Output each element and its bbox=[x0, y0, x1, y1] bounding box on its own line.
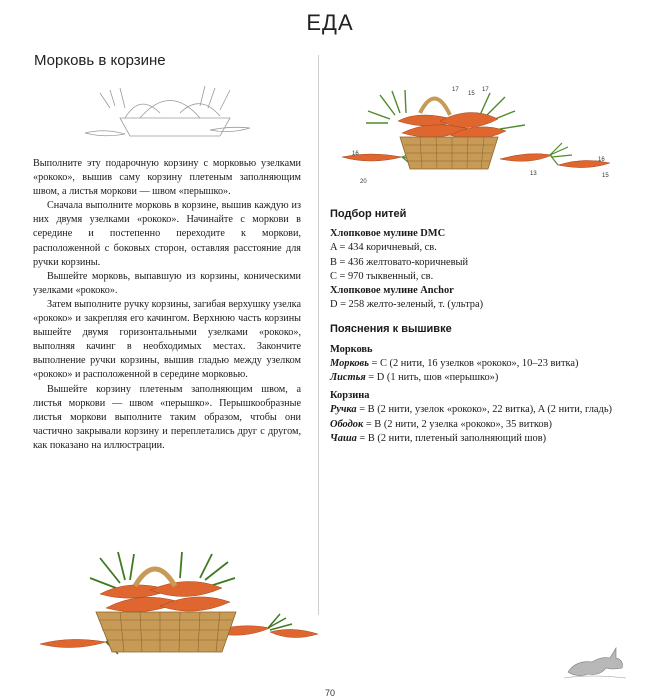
note-label: Морковь bbox=[330, 357, 369, 369]
thread-info bbox=[330, 207, 630, 446]
paragraph: Сначала выполните морковь в корзине, вышив каждую из них двумя узелками «рококо». Начинайте с моркови в середине и постепенно переходите к моркови, расположенной с боковых сторон, оставляя расстояние для ручки корзины. bbox=[33, 200, 301, 268]
diagram-number: 16 bbox=[352, 151, 359, 157]
diagram-number: 16 bbox=[598, 157, 605, 163]
note-line bbox=[330, 403, 630, 417]
embroidered-basket-illustration bbox=[30, 548, 320, 663]
note-text: = B (2 нити, плетеный заполняющий шов) bbox=[356, 432, 547, 444]
thread-item: C = 970 тыквенный, св. bbox=[330, 270, 434, 282]
paragraph: Вышейте корзину плетеным заполняющим швом, а листья моркови — швом «перышко». Перышкообразные листья моркови выполните таким образом, чтобы они частично закрывали корзину и переплетались друг с другом, как показано на иллюстрации. bbox=[33, 383, 301, 451]
paragraph: Затем выполните ручку корзины, загибая верхушку узелка «рококо» и закрепляя его качингом. Верхнюю часть корзины вышейте двумя горизонтальными узелками «рококо», выполняя качинг в необходимых местах. Закончите выполнение ручки корзины, вышив гладью между узелком «рококо» и расположенной в середине морковью. bbox=[33, 298, 301, 381]
diagram-number: 20 bbox=[360, 179, 367, 185]
dmc-title: Хлопковое мулине DMC bbox=[330, 228, 446, 240]
note-text: = B (2 нити, узелок «рококо», 22 витка), A (2 нити, гладь) bbox=[356, 404, 613, 416]
carrot-group-title: Морковь bbox=[330, 343, 373, 355]
section-title: Морковь в корзине bbox=[34, 52, 166, 69]
note-line bbox=[330, 371, 630, 385]
note-text: = B (2 нити, 2 узелка «рококо», 35 витков) bbox=[363, 418, 552, 430]
thread-item: D = 258 желто-зеленый, т. (ультра) bbox=[330, 299, 484, 311]
note-text: = C (2 нити, 16 узелков «рококо», 10–23 витка) bbox=[368, 357, 579, 369]
diagram-number: 13 bbox=[530, 171, 537, 177]
anchor-title: Хлопковое мулине Anchor bbox=[330, 285, 454, 297]
threads-heading: Подбор нитей bbox=[330, 208, 407, 220]
basket-diagram bbox=[340, 85, 620, 195]
note-label: Листья bbox=[330, 372, 366, 384]
note-label: Ручка bbox=[330, 404, 357, 416]
diagram-number: 15 bbox=[468, 91, 475, 97]
diagram-number: 15 bbox=[602, 173, 609, 179]
note-label: Чаша bbox=[330, 432, 357, 444]
diagram-number: 17 bbox=[482, 87, 489, 93]
note-label: Ободок bbox=[330, 418, 364, 430]
thread-item: B = 436 желтовато-коричневый bbox=[330, 256, 469, 268]
column-divider bbox=[318, 55, 319, 615]
note-line bbox=[330, 432, 630, 446]
basket-group-title: Корзина bbox=[330, 390, 370, 402]
instructions-text bbox=[33, 157, 301, 453]
page-title: ЕДА bbox=[306, 10, 354, 35]
diagram-number: 17 bbox=[452, 87, 459, 93]
notes-heading: Пояснения к вышивке bbox=[330, 323, 452, 336]
rabbit-icon bbox=[560, 642, 630, 682]
note-line bbox=[330, 418, 630, 432]
paragraph: Выполните эту подарочную корзину с морковью узелками «рококо», вышив саму корзину плетеным заполняющим швом, а листья моркови — швом «перышко». bbox=[33, 158, 301, 198]
note-text: = D (1 нить, шов «перышко») bbox=[365, 372, 499, 384]
note-line bbox=[330, 357, 630, 371]
thread-item: A = 434 коричневый, св. bbox=[330, 242, 437, 254]
basket-outline-sketch bbox=[80, 78, 260, 148]
paragraph: Вышейте морковь, выпавшую из корзины, коническими узелками «рококо». bbox=[33, 270, 301, 296]
page-number: 70 bbox=[324, 688, 335, 698]
